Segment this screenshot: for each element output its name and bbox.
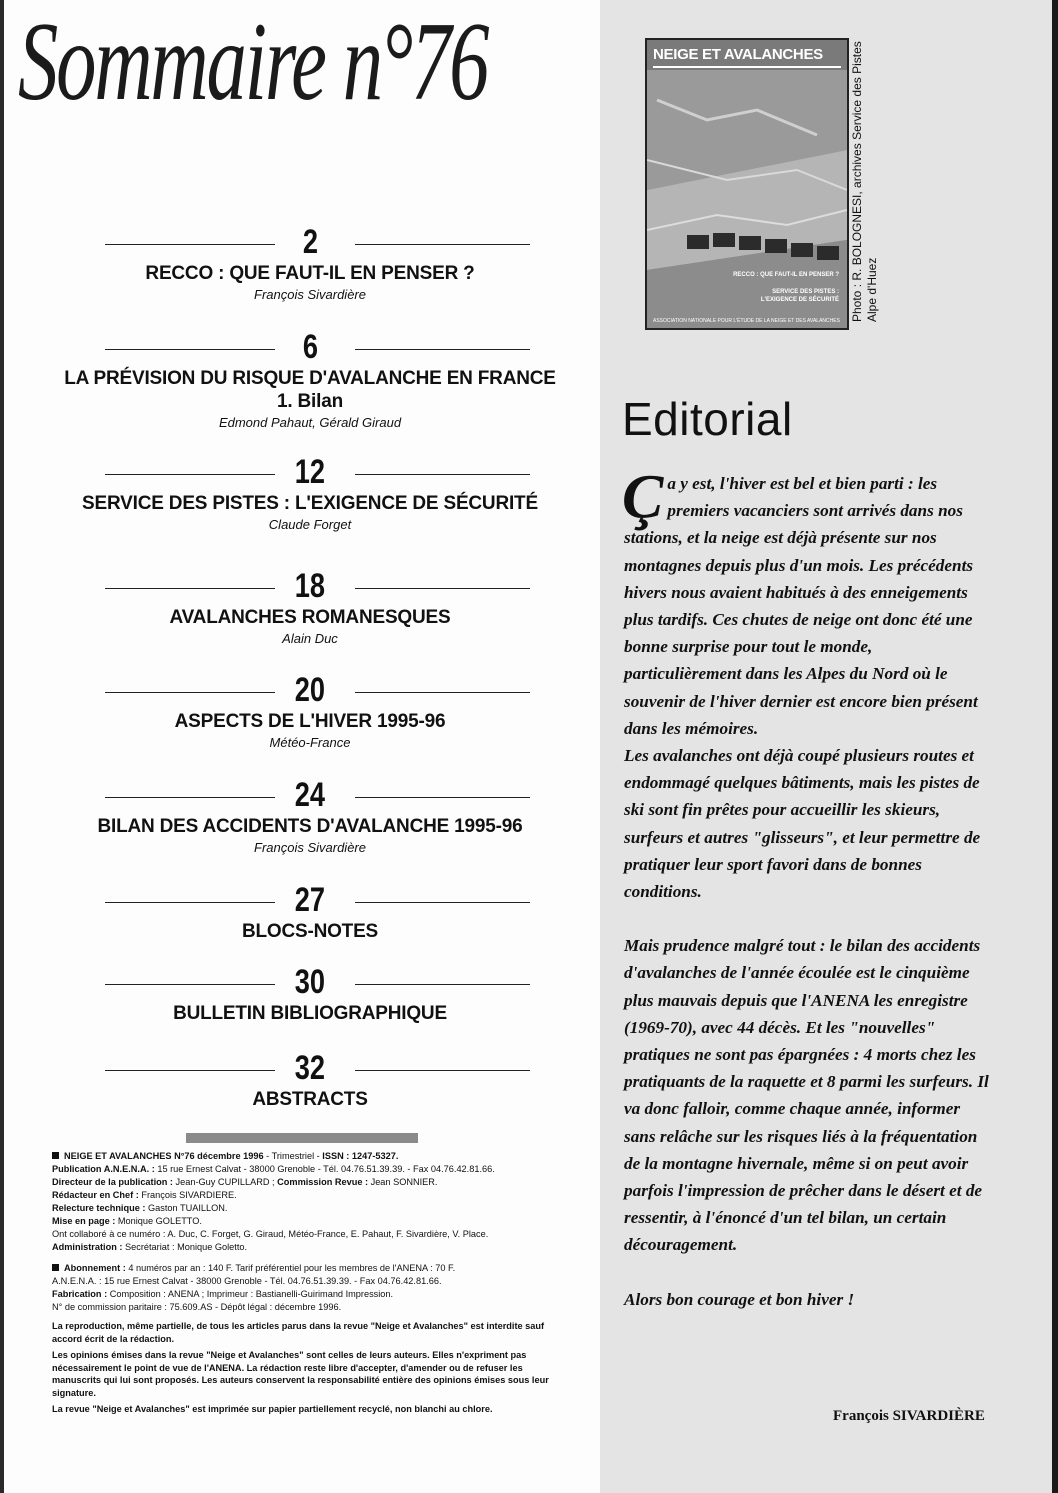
fabrication-value: Composition : ANENA ; Imprimeur : Bastianelli-Guirimand Impression. <box>107 1289 394 1299</box>
editor-label: Rédacteur en Chef : <box>52 1190 139 1200</box>
issue-periodicity: - Trimestriel - <box>263 1151 323 1161</box>
toc-rule-left <box>105 797 275 798</box>
editorial-paragraph: Alors bon courage et bon hiver ! <box>624 1289 855 1309</box>
legal-note: La reproduction, même partielle, de tous les articles parus dans la revue "Neige et Avalanches" est interdite sauf accord écrit de la rédaction. <box>52 1321 545 1344</box>
cover-photo-snow-slope <box>647 40 847 328</box>
toc-rule-left <box>105 1070 275 1071</box>
editorial-signature: François SIVARDIÈRE <box>833 1408 985 1424</box>
toc-rule-left <box>105 984 275 985</box>
cover-caption-line: SERVICE DES PISTES : <box>772 289 839 295</box>
layout-value: Monique GOLETTO. <box>115 1216 202 1226</box>
masthead <box>52 1150 572 1420</box>
toc-title: ASPECTS DE L'HIVER 1995-96 <box>174 711 446 732</box>
director-value: Jean-Guy CUPILLARD ; <box>173 1177 278 1187</box>
toc-author: François Sivardière <box>254 287 366 302</box>
toc-rule-left <box>105 349 275 350</box>
toc-title: RECCO : QUE FAUT-IL EN PENSER ? <box>145 263 475 284</box>
editorial-heading: Editorial <box>622 393 793 445</box>
proofreading-label: Relecture technique : <box>52 1203 146 1213</box>
toc-title: BULLETIN BIBLIOGRAPHIQUE <box>173 1003 447 1024</box>
editorial-body <box>622 463 994 1313</box>
toc-page-number: 20 <box>294 671 326 709</box>
photo-credit-line: Alpe d'Huez <box>865 257 879 322</box>
drop-cap: Ç <box>622 463 664 531</box>
toc-title: ABSTRACTS <box>252 1089 368 1110</box>
editorial-text: a y est, l'hiver est bel et bien parti : les premiers vacanciers sont arrivés dans nos stations, et la neige est déjà présente sur nos montagnes depuis plus d'un mois. Les précédents hivers nous avaient habitués à des enneigements plus tardifs. Ces chutes de neige ont donc été une bonne surprise pour tout le monde, particulièrement dans les Alpes du Nord où le souvenir de l'hiver dernier est encore bien présent dans les mémoires. <box>624 474 978 738</box>
publication-label: Publication A.N.E.N.A. : <box>52 1164 155 1174</box>
toc-page-number: 32 <box>294 1049 326 1087</box>
editorial-paragraph: Mais prudence malgré tout : le bilan des accidents d'avalanches de l'année écoulée est le cinquième plus mauvais depuis que l'ANENA les enregistre (1969-70), avec 44 décès. Et les "nouvelles" pratiques ne sont pas épargnées : 4 morts chez les pratiquants de la raquette et 8 parmi les surfeurs. Il va donc falloir, comme chaque année, informer sans relâche sur les risques liés à la fréquentation de la montagne hivernale, même si on peut avoir parfois l'impression de prêcher dans le désert et de ressentir, à l'énoncé d'un tel bilan, un certain découragement. <box>624 936 989 1255</box>
cover-caption: RECCO : QUE FAUT-IL EN PENSER ? <box>733 272 839 278</box>
toc-rule-left <box>105 588 275 589</box>
toc-rule-right <box>355 902 530 903</box>
masthead-commission-number: N° de commission paritaire : 75.609.AS - Dépôt légal : décembre 1996. <box>52 1302 342 1312</box>
toc-entry[interactable] <box>60 962 560 1025</box>
toc-rule-right <box>355 474 530 475</box>
legal-note: La revue "Neige et Avalanches" est imprimée sur papier partiellement recyclé, non blanchi au chlore. <box>52 1404 493 1414</box>
toc-rule-left <box>105 474 275 475</box>
toc-page-number: 18 <box>294 567 326 605</box>
toc-entry[interactable] <box>60 327 560 433</box>
proofreading-value: Gaston TUAILLON. <box>145 1203 228 1213</box>
toc-page-number: 30 <box>294 963 326 1001</box>
scan-right-edge <box>1052 0 1058 1493</box>
toc-rule-right <box>355 588 530 589</box>
toc-author: François Sivardière <box>254 840 366 855</box>
toc-page-number: 12 <box>294 453 326 491</box>
toc-rule-right <box>355 1070 530 1071</box>
toc-title: AVALANCHES ROMANESQUES <box>169 607 451 628</box>
toc-rule-right <box>355 244 530 245</box>
photo-credit-line: Photo : R. BOLOGNESI, archives Service des Pistes <box>850 41 864 322</box>
separator-bar <box>186 1133 418 1143</box>
masthead-contributors: Ont collaboré à ce numéro : A. Duc, C. Forget, G. Giraud, Météo-France, E. Pahaut, F. Sivardière, V. Place. <box>52 1229 489 1239</box>
toc-title: SERVICE DES PISTES : L'EXIGENCE DE SÉCURITÉ <box>82 493 538 514</box>
issue-label: NEIGE ET AVALANCHES N°76 décembre 1996 <box>64 1151 264 1161</box>
commission-label: Commission Revue : <box>277 1177 369 1187</box>
masthead-administration <box>52 1241 572 1254</box>
toc-rule-right <box>355 692 530 693</box>
editor-value: François SIVARDIERE. <box>138 1190 237 1200</box>
commission-value: Jean SONNIER. <box>368 1177 438 1187</box>
toc-title: BILAN DES ACCIDENTS D'AVALANCHE 1995-96 <box>97 816 523 837</box>
toc-page-number: 24 <box>294 776 326 814</box>
toc-page-number: 27 <box>294 881 326 919</box>
bullet-square-icon <box>52 1152 59 1159</box>
cover-title-rule <box>653 66 841 68</box>
toc-title: BLOCS-NOTES <box>241 921 379 942</box>
toc-title: LA PRÉVISION DU RISQUE D'AVALANCHE EN FRANCE <box>64 368 556 389</box>
toc-rule-right <box>355 984 530 985</box>
masthead-director <box>52 1176 572 1189</box>
toc-author: Edmond Pahaut, Gérald Giraud <box>218 415 402 430</box>
toc-entry[interactable] <box>60 222 560 305</box>
layout-label: Mise en page : <box>52 1216 116 1226</box>
photo-credit <box>850 41 880 322</box>
cover-caption <box>761 288 839 304</box>
toc-rule-right <box>355 797 530 798</box>
toc-rule-right <box>355 349 530 350</box>
director-label: Directeur de la publication : <box>52 1177 173 1187</box>
legal-note: Les opinions émises dans la revue "Neige et Avalanches" sont celles de leurs auteurs. Elles n'expriment pas nécessairement le point de vue de l'ANENA. La rédaction reste libre d'accepter, d'amender ou de refuser les manuscrits qui lui sont proposés. Les auteurs conservent la responsabilité entière des opinions émises sous leur signature. <box>52 1350 549 1398</box>
cover-caption-line: L'EXIGENCE DE SÉCURITÉ <box>760 297 839 303</box>
fabrication-label: Fabrication : <box>52 1289 108 1299</box>
toc-rule-left <box>105 244 275 245</box>
toc-rule-left <box>105 692 275 693</box>
bullet-square-icon <box>52 1264 59 1271</box>
masthead-editor <box>52 1189 572 1202</box>
toc-rule-left <box>105 902 275 903</box>
toc-entry[interactable] <box>60 566 560 649</box>
cover-thumbnail[interactable] <box>645 38 849 330</box>
publication-value: 15 rue Ernest Calvat - 38000 Grenoble - Tél. 04.76.51.39.39. - Fax 04.76.42.81.66. <box>154 1164 495 1174</box>
masthead-publication <box>52 1163 572 1176</box>
toc-page-number: 6 <box>302 328 318 366</box>
toc-subtitle: 1. Bilan <box>277 391 343 412</box>
legal-notes <box>52 1320 572 1416</box>
subscription-value: 4 numéros par an : 140 F. Tarif préférentiel pour les membres de l'ANENA : 70 F. <box>125 1263 456 1273</box>
toc-entry[interactable] <box>60 880 560 943</box>
masthead-layout <box>52 1215 572 1228</box>
cover-footer: ASSOCIATION NATIONALE POUR L'ÉTUDE DE LA NEIGE ET DES AVALANCHES <box>653 318 840 324</box>
toc-page-number: 2 <box>302 223 318 261</box>
toc-entry[interactable] <box>60 1048 560 1111</box>
toc-entry[interactable] <box>60 775 560 858</box>
masthead-address: A.N.E.N.A. : 15 rue Ernest Calvat - 38000 Grenoble - Tél. 04.76.51.39.39. - Fax 04.76.42.81.66. <box>52 1276 442 1286</box>
masthead-proofreading <box>52 1202 572 1215</box>
masthead-fabrication <box>52 1288 572 1301</box>
administration-label: Administration : <box>52 1242 123 1252</box>
cover-title: NEIGE ET AVALANCHES <box>653 46 823 63</box>
editorial-paragraph <box>622 463 994 742</box>
editorial-paragraph: Les avalanches ont déjà coupé plusieurs routes et endommagé quelques bâtiments, mais les pistes de ski sont fin prêtes pour accueillir les skieurs, surfeurs et autres "glisseurs", et leur permettre de pratiquer leur sport favori dans de bonnes conditions. <box>624 746 981 902</box>
issn: ISSN : 1247-5327. <box>322 1151 399 1161</box>
masthead-issue-line <box>52 1150 572 1163</box>
toc-entry[interactable] <box>60 452 560 535</box>
page-title: Sommaire n°76 <box>18 0 488 124</box>
scan-left-edge <box>0 0 4 1493</box>
toc-author: Météo-France <box>269 735 351 750</box>
subscription-label: Abonnement : <box>64 1263 126 1273</box>
administration-value: Secrétariat : Monique Goletto. <box>122 1242 248 1252</box>
masthead-subscription <box>52 1262 572 1275</box>
toc-author: Claude Forget <box>268 517 352 532</box>
toc-author: Alain Duc <box>282 631 338 646</box>
toc-entry[interactable] <box>60 670 560 753</box>
